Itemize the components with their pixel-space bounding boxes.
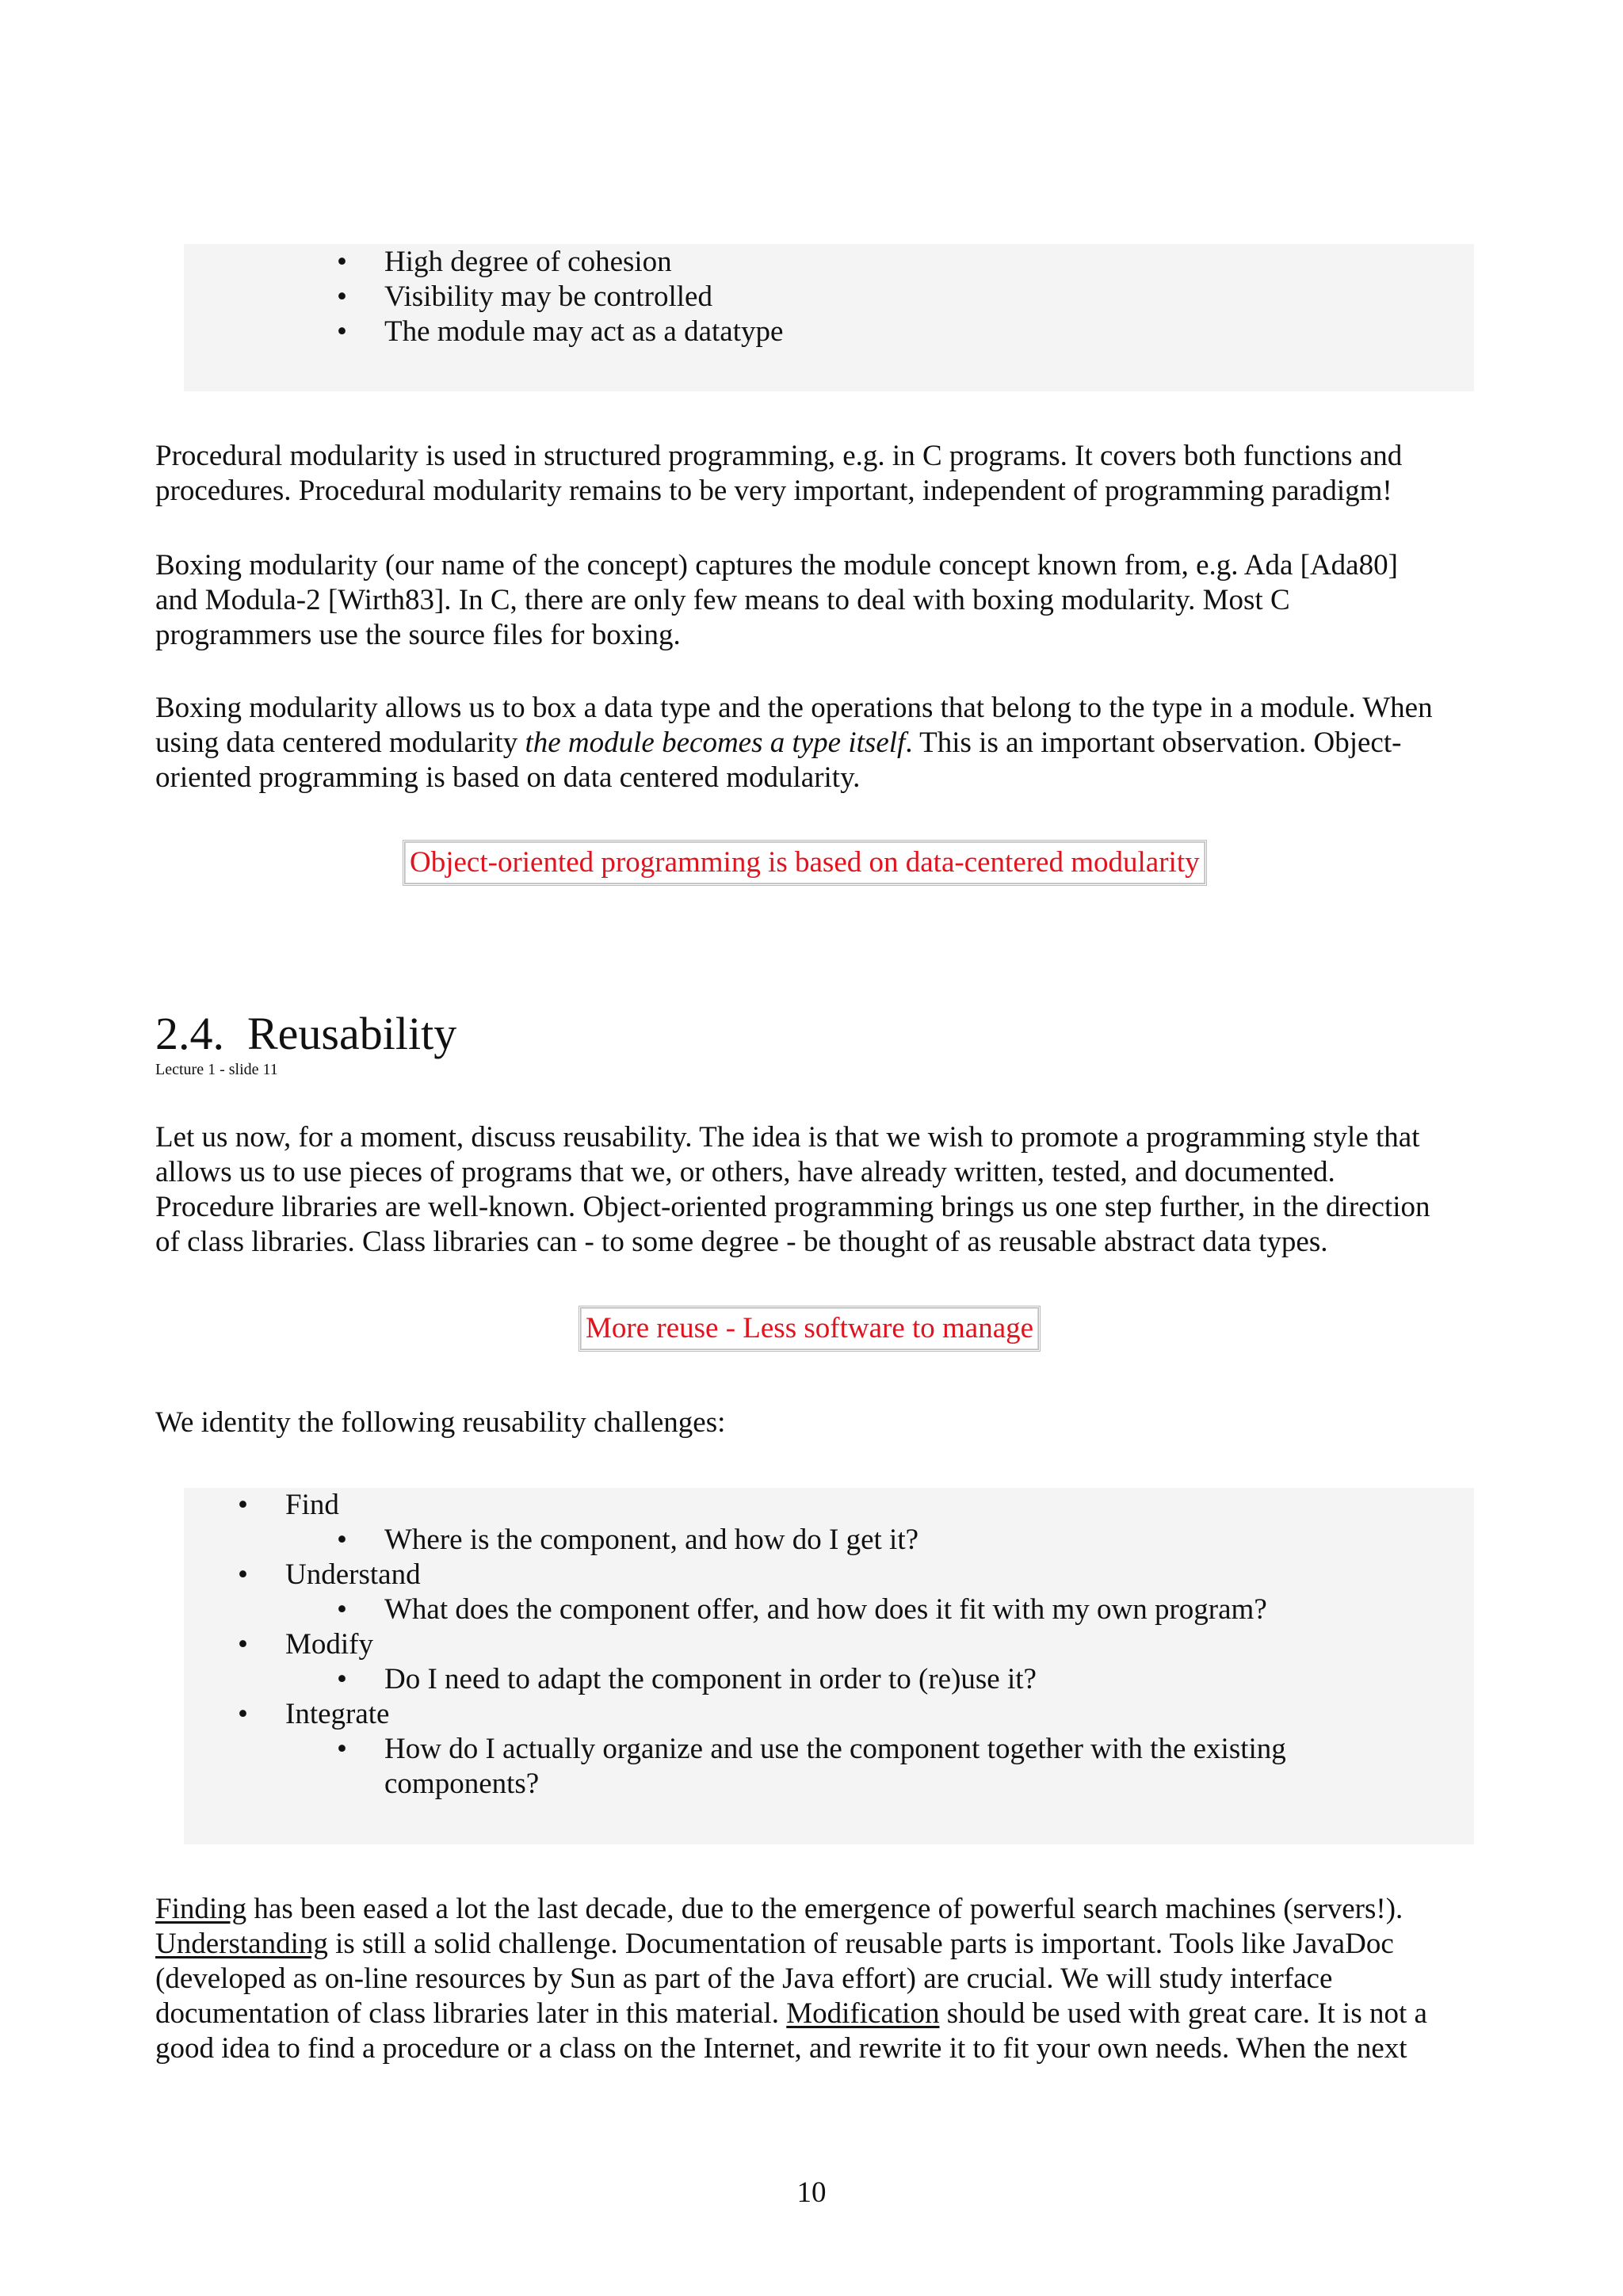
list-item: • High degree of cohesion <box>384 245 783 280</box>
underlined-term: Modification <box>786 1997 940 2030</box>
paragraph-finding <box>155 1892 1487 2066</box>
text-line <box>155 1927 1487 1962</box>
text-line <box>155 1997 1487 2031</box>
text-line: Boxing modularity (our name of the concept) captures the module concept known from, e.g. Ada [Ada80] <box>155 549 1398 582</box>
list-item: • The module may act as a datatype <box>384 315 783 349</box>
text-line: procedures. Procedural modularity remains to be very important, independent of programming paradigm! <box>155 475 1392 507</box>
paragraph-procedural <box>155 439 1487 509</box>
properties-box <box>184 244 1474 391</box>
slide-reference: Lecture 1 - slide 11 <box>155 1061 278 1078</box>
challenge-sublist <box>384 1592 1286 1627</box>
challenge-sublist <box>384 1732 1286 1802</box>
paragraph-reusability <box>155 1120 1487 1260</box>
challenge-title: Integrate <box>285 1698 390 1730</box>
list-item: • Visibility may be controlled <box>384 280 783 315</box>
challenge-item <box>285 1488 1286 1558</box>
page-number: 10 <box>796 2176 827 2209</box>
challenge-title: Find <box>285 1489 339 1521</box>
paragraph-boxing <box>155 548 1487 653</box>
challenge-detail <box>384 1732 1286 1802</box>
challenge-detail: • Where is the component, and how do I get it? <box>384 1523 1286 1558</box>
text-run: documentation of class libraries later in this material. <box>155 1997 787 2030</box>
text-run: . This is an important observation. Object- <box>905 727 1402 759</box>
challenge-title: Understand <box>285 1558 421 1591</box>
text-line: oriented programming is based on data centered modularity. <box>155 761 861 794</box>
text-line: allows us to use pieces of programs that we, or others, have already written, tested, and documented. <box>155 1156 1335 1188</box>
text-line: of class libraries. Class libraries can - to some degree - be thought of as reusable abstract data types. <box>155 1226 1328 1258</box>
challenge-item <box>285 1697 1286 1802</box>
challenge-item <box>285 1627 1286 1697</box>
text-line: How do I actually organize and use the component together with the existing <box>384 1733 1286 1765</box>
text-line: programmers use the source files for boxing. <box>155 619 681 651</box>
text-line: good idea to find a procedure or a class on the Internet, and rewrite it to fit your own needs. When the next <box>155 2032 1407 2065</box>
text-run: has been eased a lot the last decade, due to the emergence of powerful search machines (servers!). <box>246 1893 1403 1925</box>
challenge-title: Modify <box>285 1628 373 1661</box>
text-line: (developed as on-line resources by Sun as part of the Java effort) are crucial. We will study interface <box>155 1962 1333 1995</box>
text-line: We identity the following reusability challenges: <box>155 1406 726 1439</box>
underlined-term: Understanding <box>155 1928 328 1960</box>
text-line: Procedural modularity is used in structured programming, e.g. in C programs. It covers both functions and <box>155 440 1403 472</box>
text-line <box>155 1892 1487 1927</box>
challenges-intro <box>155 1405 1487 1440</box>
text-line: components? <box>384 1768 540 1800</box>
challenges-list <box>285 1488 1286 1802</box>
challenge-sublist <box>384 1523 1286 1558</box>
challenge-detail: • What does the component offer, and how does it fit with my own program? <box>384 1592 1286 1627</box>
challenge-sublist <box>384 1662 1286 1697</box>
text-line: Boxing modularity allows us to box a data type and the operations that belong to the type in a module. When <box>155 692 1433 724</box>
challenge-item <box>285 1558 1286 1627</box>
text-run: using data centered modularity <box>155 727 525 759</box>
text-line: Let us now, for a moment, discuss reusability. The idea is that we wish to promote a programming style that <box>155 1121 1420 1154</box>
underlined-term: Finding <box>155 1893 247 1925</box>
properties-list <box>384 244 783 349</box>
challenges-box <box>184 1488 1474 1844</box>
section-number: 2.4. <box>155 1008 224 1059</box>
paragraph-data-centered <box>155 691 1487 795</box>
callout-more-reuse: More reuse - Less software to manage <box>579 1306 1041 1352</box>
text-line: and Modula-2 [Wirth83]. In C, there are only few means to deal with boxing modularity. Most C <box>155 584 1290 616</box>
callout-data-centered: Object-oriented programming is based on data-centered modularity <box>403 840 1207 886</box>
text-line: Procedure libraries are well-known. Object-oriented programming brings us one step further, in the direction <box>155 1191 1430 1223</box>
section-heading <box>155 1006 456 1062</box>
challenge-detail: • Do I need to adapt the component in order to (re)use it? <box>384 1662 1286 1697</box>
text-run: is still a solid challenge. Documentation of reusable parts is important. Tools like JavaDoc <box>327 1928 1394 1960</box>
emphasis-text: the module becomes a type itself <box>525 727 906 759</box>
section-title: Reusability <box>247 1008 457 1059</box>
text-run: should be used with great care. It is not a <box>939 1997 1427 2030</box>
text-line <box>155 726 1487 761</box>
